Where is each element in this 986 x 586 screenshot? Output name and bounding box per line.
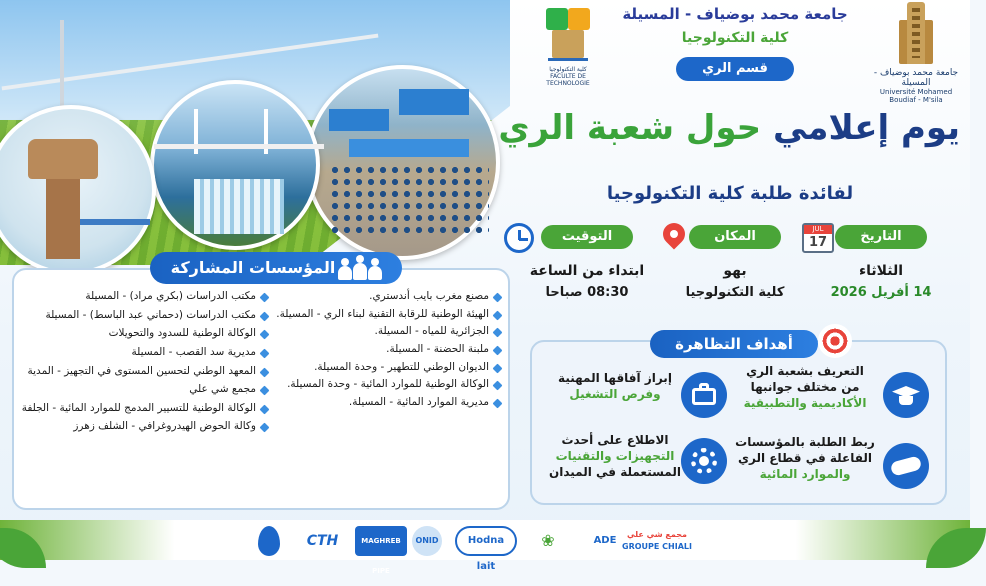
institutions-right-column [268,290,503,413]
time-card [512,225,662,320]
list-item: وكالة الحوض الهيدروغرافي - الشلف زهرز [20,420,270,434]
time-label: التوقيت [541,225,633,249]
list-item: مديرية سد القصب - المسيلة [20,346,270,360]
calendar-icon: JUL 17 [802,223,834,253]
date-value: 14 أفريل 2026 [830,285,932,300]
department-badge: قسم الري [676,57,794,81]
clock-icon [504,223,534,253]
university-logo: جامعة محمد بوضياف - المسيلة Université Mohamed Boudiaf - M'sila [866,2,966,98]
list-item: مجمع شي علي [20,383,270,397]
list-item: الوكالة الوطنية للموارد المائية - وحدة المسيلة. [268,378,503,392]
partner-logo: ONID [412,526,442,556]
list-item: الجزائرية للمياه - المسيلة. [268,325,503,339]
event-subtitle: لفائدة طلبة كلية التكنولوجيا [606,183,854,204]
partner-logo: MAGHREB PIPE [355,526,407,556]
place-line1: بهو [723,263,747,279]
water-treatment-plant-photo [305,65,500,260]
place-line2: كلية التكنولوجيا [685,285,785,300]
list-item: الهيئة الوطنية للرقابة التقنية لبناء الري - المسيلة. [268,308,503,322]
partner-logo: Hodna lait [455,526,517,556]
place-card [665,225,805,320]
dam-bridge-photo [150,80,320,250]
target-icon [818,324,852,358]
partner-logo: CTH [306,533,339,549]
center-pivot-arm [2,34,379,91]
place-label: المكان [689,225,781,249]
list-item: الوكالة الوطنية للسدود والتحويلات [20,327,270,341]
time-value: 08:30 صباحا [545,285,629,300]
list-item: المعهد الوطني لتحسين المستوى في التجهيز - المدية [20,365,270,379]
list-item: مكتب الدراسات (بكري مراد) - المسيلة [20,290,270,304]
time-line1: ابتداء من الساعة [529,263,645,279]
list-item: الوكالة الوطنية للتسيير المدمج للموارد المائية - الجلفة [20,402,270,416]
list-item: مديرية الموارد المائية - المسيلة. [268,396,503,410]
objective-1: التعريف بشعبة الري من مختلف جوانبها الأكاديمية والتطبيقية [743,364,867,411]
objective-2: إبراز آفاقها المهنية وفرص التشغيل [558,371,672,402]
partner-logo-chiali: مجمع شي علي GROUPE CHIALI [622,530,692,551]
faculty-emblem-icon [540,2,596,62]
location-pin-icon [663,223,685,253]
date-day: الثلاثاء [858,263,904,279]
event-title: يوم إعلامي حول شعبة الري [498,108,960,148]
handshake-icon [883,443,929,489]
objective-3: ربط الطلبة بالمؤسسات الفاعلة في قطاع الري والموارد المائية [735,435,875,482]
faculty-name: كلية التكنولوجيا [681,30,789,46]
list-item: مكتب الدراسات (دحماني عبد الباسط) - المسيلة [20,309,270,323]
list-item: ملبنة الحضنة - المسيلة. [268,343,503,357]
people-icon [336,258,384,280]
objectives-heading: أهداف التظاهرة [650,330,818,358]
graduation-cap-icon [883,372,929,418]
partner-logo-swirl-icon: ❀ [541,531,555,550]
list-item: الديوان الوطني للتطهير - وحدة المسيلة. [268,361,503,375]
faculty-logo: كلية التكنولوجيا FACULTE DE TECHNOLOGIE [537,2,599,92]
objective-4: الاطلاع على أحدث التجهيزات والتقنيات المستعملة في الميدان [549,433,681,480]
institutions-left-column [20,290,270,439]
university-name: جامعة محمد بوضياف - المسيلة [622,5,848,23]
list-item: مصنع مغرب بايب أندستري. [268,290,503,304]
partner-logo-drop-icon [258,526,280,556]
date-label: التاريخ [835,225,927,249]
partner-logo: ADE [593,535,617,546]
date-card [806,225,956,320]
institutions-heading: المؤسسات المشاركة [150,252,402,284]
minaret-icon [895,2,937,64]
